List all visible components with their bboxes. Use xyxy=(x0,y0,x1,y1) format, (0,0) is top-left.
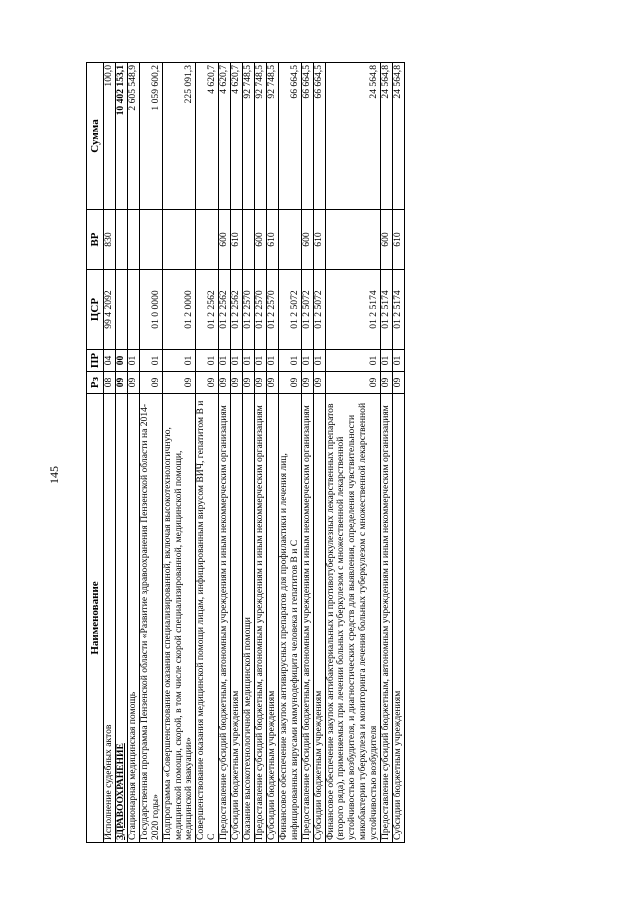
row-csr: 01 2 5072 xyxy=(313,270,325,350)
row-rz: 09 xyxy=(243,372,255,394)
row-sum: 10 402 153,1 xyxy=(115,63,127,210)
table-row xyxy=(127,63,139,843)
row-vr xyxy=(196,210,219,270)
table-row xyxy=(325,63,381,843)
row-rz: 09 xyxy=(393,372,405,394)
row-csr: 01 2 5174 xyxy=(393,270,405,350)
row-rz: 09 xyxy=(313,372,325,394)
row-sum: 92 748,5 xyxy=(243,63,255,210)
row-vr: 600 xyxy=(301,210,313,270)
row-name: Предоставление субсидий бюджетным, автономным учреждениям и иным некоммерческим организациям xyxy=(381,394,393,843)
row-vr: 600 xyxy=(219,210,231,270)
row-vr: 830 xyxy=(104,210,116,270)
row-sum: 92 748,5 xyxy=(254,63,266,210)
row-sum: 66 664,5 xyxy=(301,63,313,210)
row-name: Субсидии бюджетным учреждениям xyxy=(231,394,243,843)
row-rz: 09 xyxy=(127,372,139,394)
row-csr: 01 2 5072 xyxy=(278,270,301,350)
row-rz: 09 xyxy=(266,372,278,394)
row-pr: 04 xyxy=(104,350,116,372)
row-sum: 66 664,5 xyxy=(313,63,325,210)
row-name: Финансовое обеспечение закупок антивирусных препаратов для профилактики и лечения лиц, инфицированных вирусами иммунодефицита человека и гепатитов В и С xyxy=(278,394,301,843)
row-name: Предоставление субсидий бюджетным, автономным учреждениям и иным некоммерческим организациям xyxy=(219,394,231,843)
row-csr: 01 0 0000 xyxy=(139,270,162,350)
row-vr xyxy=(139,210,162,270)
row-name: Субсидии бюджетным учреждениям xyxy=(313,394,325,843)
row-csr: 01 2 2562 xyxy=(231,270,243,350)
row-sum: 24 564,8 xyxy=(381,63,393,210)
row-vr xyxy=(243,210,255,270)
row-sum: 2 605 548,9 xyxy=(127,63,139,210)
row-vr: 610 xyxy=(393,210,405,270)
row-vr xyxy=(278,210,301,270)
table-row xyxy=(278,63,301,843)
header-pr: ПР xyxy=(87,350,104,372)
row-csr: 01 2 5174 xyxy=(381,270,393,350)
row-sum: 24 564,8 xyxy=(393,63,405,210)
row-name: Субсидии бюджетным учреждениям xyxy=(266,394,278,843)
row-name: Государственная программа Пензенской области «Развитие здравоохранения Пензенской области на 2014-2020 годы» xyxy=(139,394,162,843)
row-csr: 01 2 2562 xyxy=(196,270,219,350)
table-row xyxy=(254,63,266,843)
row-rz: 09 xyxy=(381,372,393,394)
row-pr: 01 xyxy=(196,350,219,372)
row-rz: 09 xyxy=(231,372,243,394)
row-pr: 01 xyxy=(231,350,243,372)
row-rz: 09 xyxy=(301,372,313,394)
header-sum: Сумма xyxy=(87,63,104,210)
row-name: ЗДРАВООХРАНЕНИЕ xyxy=(115,394,127,843)
row-sum: 4 620,7 xyxy=(196,63,219,210)
row-vr: 610 xyxy=(231,210,243,270)
row-name: Совершенствование оказания медицинской помощи лицам, инфицированным вирусом ВИЧ, гепатитом В и С xyxy=(196,394,219,843)
table-row xyxy=(266,63,278,843)
row-sum: 225 091,3 xyxy=(162,63,196,210)
row-sum: 4 620,7 xyxy=(219,63,231,210)
table-row xyxy=(104,63,116,843)
table-row xyxy=(219,63,231,843)
row-pr: 01 xyxy=(219,350,231,372)
row-pr: 00 xyxy=(115,350,127,372)
row-sum: 66 664,5 xyxy=(278,63,301,210)
row-pr: 01 xyxy=(325,350,381,372)
row-csr: 01 2 2570 xyxy=(254,270,266,350)
table-row xyxy=(162,63,196,843)
row-name: Оказание высокотехнологичной медицинской помощи xyxy=(243,394,255,843)
table-header-row xyxy=(87,63,104,843)
header-csr: ЦСР xyxy=(87,270,104,350)
table-row xyxy=(139,63,162,843)
row-csr: 01 2 2570 xyxy=(243,270,255,350)
row-rz: 09 xyxy=(219,372,231,394)
row-csr xyxy=(127,270,139,350)
row-name: Подпрограмма «Совершенствование оказания специализированной, включая высокотехнологичную, медицинской помощи, скорой, в том числе скорой специализированной, медицинской помощи, медицинской эвакуации» xyxy=(162,394,196,843)
table-row-section xyxy=(115,63,127,843)
rotated-budget-table-container xyxy=(86,63,542,843)
row-name: Исполнение судебных актов xyxy=(104,394,116,843)
row-rz: 09 xyxy=(325,372,381,394)
table-row xyxy=(196,63,219,843)
row-pr: 01 xyxy=(301,350,313,372)
row-rz: 09 xyxy=(115,372,127,394)
row-pr: 01 xyxy=(313,350,325,372)
table-row xyxy=(393,63,405,843)
row-rz: 09 xyxy=(162,372,196,394)
header-rz: Рз xyxy=(87,372,104,394)
table-row xyxy=(231,63,243,843)
row-vr: 600 xyxy=(381,210,393,270)
row-csr: 99 4 2092 xyxy=(104,270,116,350)
row-rz: 09 xyxy=(254,372,266,394)
row-csr: 01 2 5174 xyxy=(325,270,381,350)
budget-table xyxy=(86,62,405,843)
page-number: 145 xyxy=(47,466,61,484)
row-rz: 09 xyxy=(139,372,162,394)
row-rz: 08 xyxy=(104,372,116,394)
row-pr: 01 xyxy=(127,350,139,372)
row-name: Предоставление субсидий бюджетным, автономным учреждениям и иным некоммерческим организациям xyxy=(301,394,313,843)
row-rz: 09 xyxy=(196,372,219,394)
row-sum: 100,0 xyxy=(104,63,116,210)
row-sum: 4 620,7 xyxy=(231,63,243,210)
table-row xyxy=(243,63,255,843)
row-vr: 610 xyxy=(313,210,325,270)
row-csr xyxy=(115,270,127,350)
row-pr: 01 xyxy=(278,350,301,372)
row-pr: 01 xyxy=(162,350,196,372)
row-csr: 01 2 5072 xyxy=(301,270,313,350)
header-vr: ВР xyxy=(87,210,104,270)
row-name: Стационарная медицинская помощь xyxy=(127,394,139,843)
row-sum: 92 748,5 xyxy=(266,63,278,210)
row-pr: 01 xyxy=(393,350,405,372)
row-sum: 24 564,8 xyxy=(325,63,381,210)
row-vr xyxy=(162,210,196,270)
header-name: Наименование xyxy=(87,394,104,843)
row-csr: 01 2 0000 xyxy=(162,270,196,350)
row-name: Финансовое обеспечение закупок антибактериальных и противотуберкулезных лекарственных препаратов (второго ряда), применяемых при лечении больных туберкулезом с множественной лекарственной устойчивостью возбудителя, и диагностических средств для выявления, определения чувствительности микобактерии туберкулеза и мониторинга лечения больных туберкулезом с множественной лекарственной устойчивостью возбудителя xyxy=(325,394,381,843)
row-name: Субсидии бюджетным учреждениям xyxy=(393,394,405,843)
row-pr: 01 xyxy=(266,350,278,372)
table-row xyxy=(313,63,325,843)
table-row xyxy=(381,63,393,843)
row-rz: 09 xyxy=(278,372,301,394)
row-vr: 610 xyxy=(266,210,278,270)
row-vr xyxy=(325,210,381,270)
row-pr: 01 xyxy=(243,350,255,372)
row-csr: 01 2 2570 xyxy=(266,270,278,350)
row-vr xyxy=(127,210,139,270)
row-pr: 01 xyxy=(254,350,266,372)
row-name: Предоставление субсидий бюджетным, автономным учреждениям и иным некоммерческим организациям xyxy=(254,394,266,843)
row-vr xyxy=(115,210,127,270)
row-vr: 600 xyxy=(254,210,266,270)
row-pr: 01 xyxy=(139,350,162,372)
row-pr: 01 xyxy=(381,350,393,372)
table-row xyxy=(301,63,313,843)
row-sum: 1 059 600,2 xyxy=(139,63,162,210)
row-csr: 01 2 2562 xyxy=(219,270,231,350)
